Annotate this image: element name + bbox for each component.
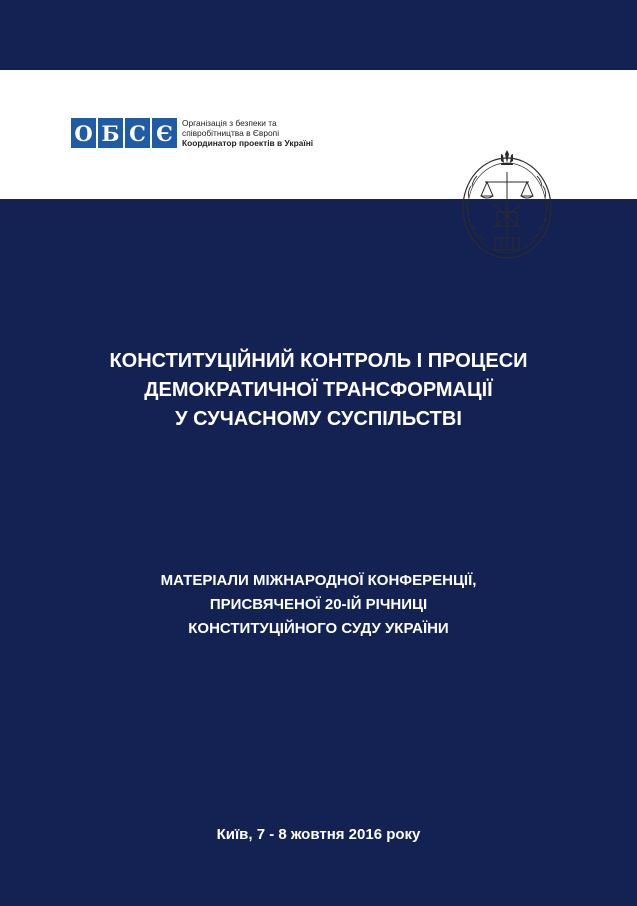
osce-coordinator: Координатор проектів в Україні: [182, 138, 314, 148]
subtitle-line: МАТЕРІАЛИ МІЖНАРОДНОЇ КОНФЕРЕНЦІЇ,: [160, 572, 477, 589]
osce-org-line: співробітництва в Європі: [182, 128, 280, 138]
subtitle-line: ПРИСВЯЧЕНОЇ 20-ІЙ РІЧНИЦІ: [209, 596, 428, 613]
osce-letters: [71, 118, 179, 148]
osce-letter: С: [125, 118, 150, 148]
top-band: [0, 0, 637, 70]
constitutional-court-emblem-icon: [457, 146, 557, 264]
book-subtitle: [0, 569, 637, 641]
header-band: [0, 70, 637, 199]
osce-org-line: Організація з безпеки та: [182, 118, 277, 128]
title-line: ДЕМОКРАТИЧНОЇ ТРАНСФОРМАЦІЇ: [144, 379, 493, 401]
osce-org-text: [182, 118, 313, 148]
subtitle-line: КОНСТИТУЦІЙНОГО СУДУ УКРАЇНИ: [188, 620, 449, 637]
book-title: [0, 347, 637, 434]
osce-letter: О: [71, 118, 96, 148]
osce-logo: [71, 118, 313, 148]
title-line: У СУЧАСНОМУ СУСПІЛЬСТВІ: [175, 408, 462, 430]
osce-letter: Б: [98, 118, 123, 148]
title-line: КОНСТИТУЦІЙНИЙ КОНТРОЛЬ І ПРОЦЕСИ: [109, 350, 528, 372]
osce-letter: Є: [152, 118, 177, 148]
place-date: Київ, 7 - 8 жовтня 2016 року: [216, 826, 421, 843]
